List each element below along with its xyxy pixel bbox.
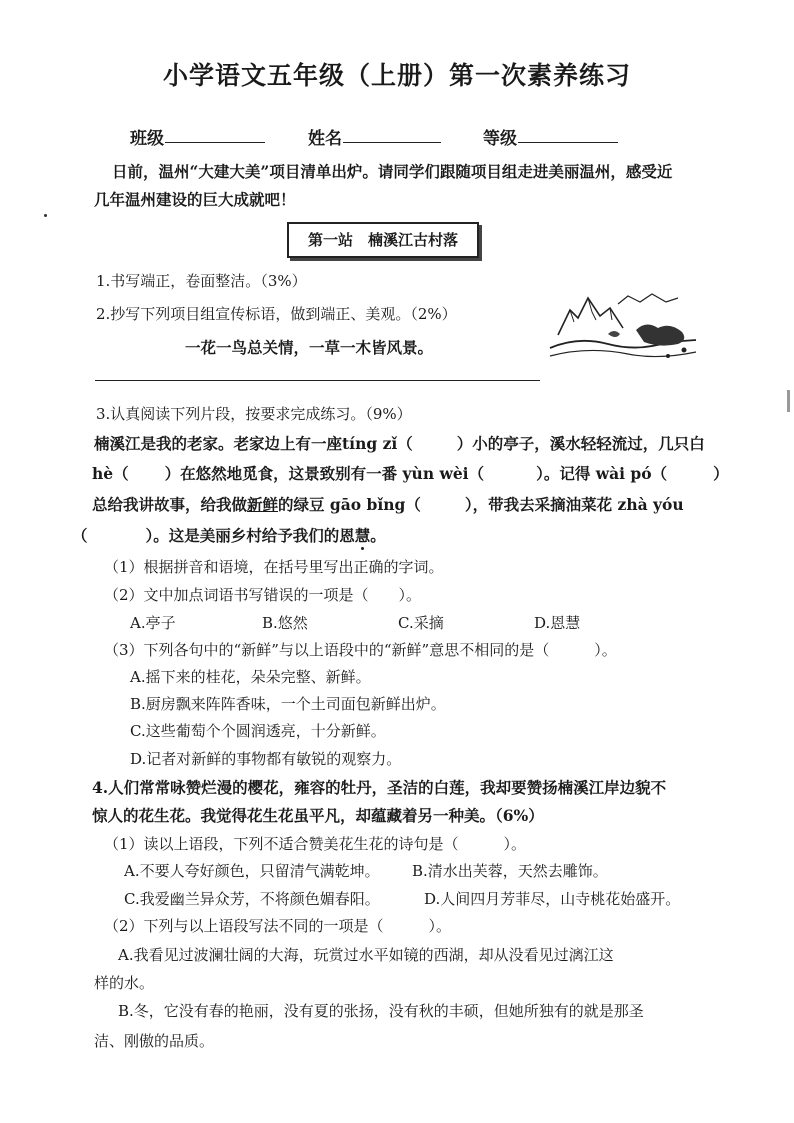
copy-answer-line[interactable]	[95, 380, 540, 381]
margin-mark	[787, 390, 790, 412]
passage-text: ）。记得 wài pó（	[536, 464, 668, 483]
passage-text: 总给我讲故事，给我做	[92, 495, 248, 514]
intro-line-1: 日前，温州“大建大美”项目清单出炉。请同学们跟随项目组走进美丽温州，感受近	[112, 162, 673, 181]
dotted-char: 慧	[354, 526, 371, 545]
option-3-3-b: B.厨房飘来阵阵香味，一个土司面包新鲜出炉。	[130, 695, 446, 713]
option-3-2-a: A.亭子	[130, 614, 176, 632]
option-3-3-a: A.摇下来的桂花，朵朵完整、新鲜。	[130, 668, 371, 686]
option-4-2-b-line-1: B.冬，它没有春的艳丽，没有夏的张扬，没有秋的丰硕，但她所独有的就是那圣	[118, 1002, 644, 1020]
station-heading: 第一站 楠溪江古村落	[287, 222, 479, 258]
passage-text: （	[72, 526, 88, 545]
question-2: 2.抄写下列项目组宣传标语，做到端正、美观。（2%）	[96, 305, 457, 323]
name-label: 姓名	[308, 129, 342, 149]
passage-text: 楠溪江是我的老家。老家边上有一座	[94, 434, 343, 453]
passage-text: ）	[713, 464, 729, 483]
passage-line-4	[72, 524, 386, 546]
option-4-1-a: A.不要人夸好颜色，只留清气满乾坤。	[124, 862, 380, 880]
passage-line-2	[92, 462, 729, 484]
passage-text: 的绿豆 gāo bǐng（	[278, 495, 421, 514]
question-4-1: （1）读以上语段，下列不适合赞美花生花的诗句是（ ）。	[104, 835, 527, 853]
grade-field[interactable]	[518, 142, 618, 143]
name-field[interactable]	[343, 142, 441, 143]
option-4-1-d: D.人间四月芳菲尽，山寺桃花始盛开。	[424, 890, 681, 908]
margin-dot	[44, 214, 47, 217]
passage-text: ）在悠然地觅食，这景致别有一番 yùn wèi（	[164, 464, 485, 483]
passage-text: ），带我去采摘油菜花 zhà yóu	[464, 495, 684, 514]
option-4-1-b: B.清水出芙蓉，天然去雕饰。	[412, 862, 608, 880]
question-3-2: （2）文中加点词语书写错误的一项是（ ）。	[104, 586, 422, 604]
option-3-3-c: C.这些葡萄个个圆润透亮，十分新鲜。	[130, 722, 386, 740]
option-3-3-d: D.记者对新鲜的事物都有敏锐的观察力。	[130, 750, 402, 768]
passage-text: 。	[370, 526, 386, 545]
question-4-line-1: 4.人们常常咏赞烂漫的樱花，雍容的牡丹，圣洁的白莲，我却要赞扬楠溪江岸边貌不	[92, 778, 667, 797]
landscape-illustration	[548, 290, 698, 362]
grade-label: 等级	[483, 129, 517, 149]
question-3: 3.认真阅读下列片段，按要求完成练习。（9%）	[96, 405, 412, 423]
option-4-2-b-line-2: 洁、刚傲的品质。	[94, 1032, 215, 1050]
question-3-3: （3）下列各句中的“新鲜”与以上语段中的“新鲜”意思不相同的是（ ）。	[104, 641, 617, 659]
option-4-1-c: C.我爱幽兰异众芳，不将颜色媚春阳。	[124, 890, 380, 908]
bracket-open: （	[397, 434, 413, 453]
option-4-2-a-line-2: 样的水。	[94, 974, 155, 992]
option-3-2-b: B.悠然	[262, 614, 308, 632]
question-1: 1.书写端正，卷面整洁。（3%）	[96, 272, 307, 290]
pinyin: tíng zǐ	[342, 434, 398, 453]
question-4-2: （2）下列与以上语段写法不同的一项是（ ）。	[104, 917, 452, 935]
question-4-line-2: 惊人的花生花。我觉得花生花虽平凡，却蕴藏着另一种美。（6%）	[92, 806, 544, 825]
passage-text: ）。这是美丽乡村给予我们的恩	[145, 526, 355, 545]
option-3-2-d: D.恩慧	[534, 614, 581, 632]
intro-line-2: 几年温州建设的巨大成就吧！	[94, 190, 296, 209]
passage-text: hè（	[92, 464, 129, 483]
option-3-2-c: C.采摘	[398, 614, 444, 632]
underlined-word: 新鲜	[247, 495, 279, 514]
option-4-2-a-line-1: A.我看见过波澜壮阔的大海，玩赏过水平如镜的西湖，却从没看见过漓江这	[118, 946, 614, 964]
passage-line-1	[94, 432, 705, 454]
question-3-1: （1）根据拼音和语境，在括号里写出正确的字词。	[104, 558, 444, 576]
page-title: 小学语文五年级（上册）第一次素养练习	[162, 61, 631, 90]
class-field[interactable]	[165, 142, 265, 143]
passage-text: ）小的亭子，溪水轻轻流过，几只白	[456, 434, 705, 453]
slogan: 一花一鸟总关情，一草一木皆风景。	[185, 338, 434, 357]
passage-line-3	[92, 493, 684, 515]
class-label: 班级	[130, 129, 164, 149]
